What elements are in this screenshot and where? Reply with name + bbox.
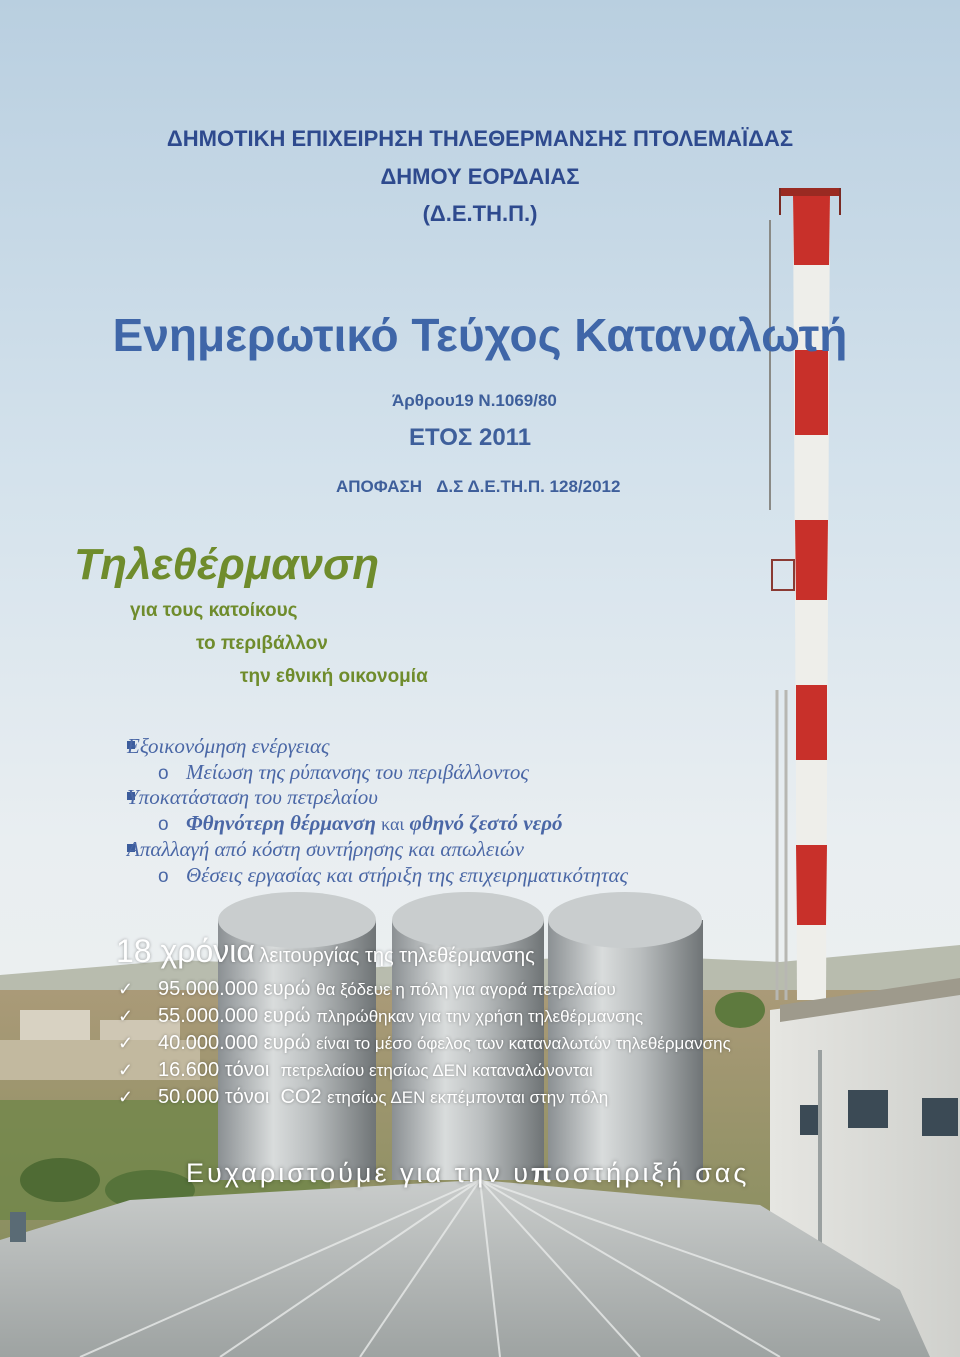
page-title: Ενημερωτικό Τεύχος Καταναλωτή [112, 309, 848, 361]
decision-label: ΑΠΟΦΑΣΗ [336, 477, 423, 496]
circle-bullet-icon: o [158, 814, 169, 835]
circle-bullet-icon: o [158, 763, 169, 784]
check-icon: ✓ [118, 1060, 134, 1080]
benefit-item: Απαλλαγή από κόστη συντήρησης και απωλειών [127, 837, 524, 861]
stat-item: ✓ 55.000.000 ευρώ πληρώθηκαν για την χρήση τηλεθέρμανσης [118, 1005, 644, 1027]
for-environment: το περιβάλλον [196, 633, 328, 654]
stat-item: ✓ 95.000.000 ευρώ θα ξόδευε η πόλη για αγορά πετρελαίου [118, 978, 616, 1000]
company-name-line2: ΔΗΜΟΥ ΕΟΡΔΑΙΑΣ [380, 164, 580, 189]
benefit-subitem: o Φθηνότερη θέρμανση και φθηνό ζεστό νερό [158, 811, 563, 835]
benefit-subitem: o Θέσεις εργασίας και στήριξη της επιχειρηματικότητας [158, 863, 629, 887]
stat-item: ✓ 16.600 τόνοι πετρελαίου ετησίως ΔΕΝ καταναλώνονται [118, 1059, 593, 1081]
for-economy: την εθνική οικονομία [240, 666, 428, 687]
benefit-item: Υποκατάσταση του πετρελαίου [127, 785, 378, 809]
benefit-subitem: o Μείωση της ρύπανσης του περιβάλλοντος [158, 760, 529, 784]
check-icon: ✓ [118, 1006, 134, 1026]
circle-bullet-icon: o [158, 866, 169, 887]
stat-item: ✓ 40.000.000 ευρώ είναι το μέσο όφελος των καταναλωτών τηλεθέρμανσης [118, 1032, 731, 1054]
decision-number: Δ.Σ Δ.Ε.ΤΗ.Π. 128/2012 [436, 477, 621, 496]
article-reference: Άρθρου19 Ν.1069/80 [392, 391, 557, 410]
for-residents: για τους κατοίκους [130, 600, 298, 621]
stat-item: ✓ 50.000 τόνοι CO2 ετησίως ΔΕΝ εκπέμπονται στην πόλη [118, 1086, 609, 1108]
teleheating-heading: Τηλεθέρμανση [74, 540, 380, 589]
check-icon: ✓ [118, 1033, 134, 1053]
thank-you-message: Ευχαριστούμε για την υποστήριξή σας [186, 1158, 750, 1188]
years-of-operation: 18 χρόνια λειτουργίας της τηλεθέρμανσης [116, 933, 535, 969]
decision-reference [336, 477, 620, 497]
benefit-item: Εξοικονόμηση ενέργειας [127, 734, 330, 758]
company-acronym: (Δ.Ε.ΤΗ.Π.) [422, 201, 538, 226]
company-name-line1: ΔΗΜΟΤΙΚΗ ΕΠΙΧΕΙΡΗΣΗ ΤΗΛΕΘΕΡΜΑΝΣΗΣ ΠΤΟΛΕΜΑΪΔΑΣ [166, 126, 794, 151]
check-icon: ✓ [118, 979, 134, 999]
year-label: ΕΤΟΣ 2011 [409, 424, 532, 451]
check-icon: ✓ [118, 1087, 134, 1107]
